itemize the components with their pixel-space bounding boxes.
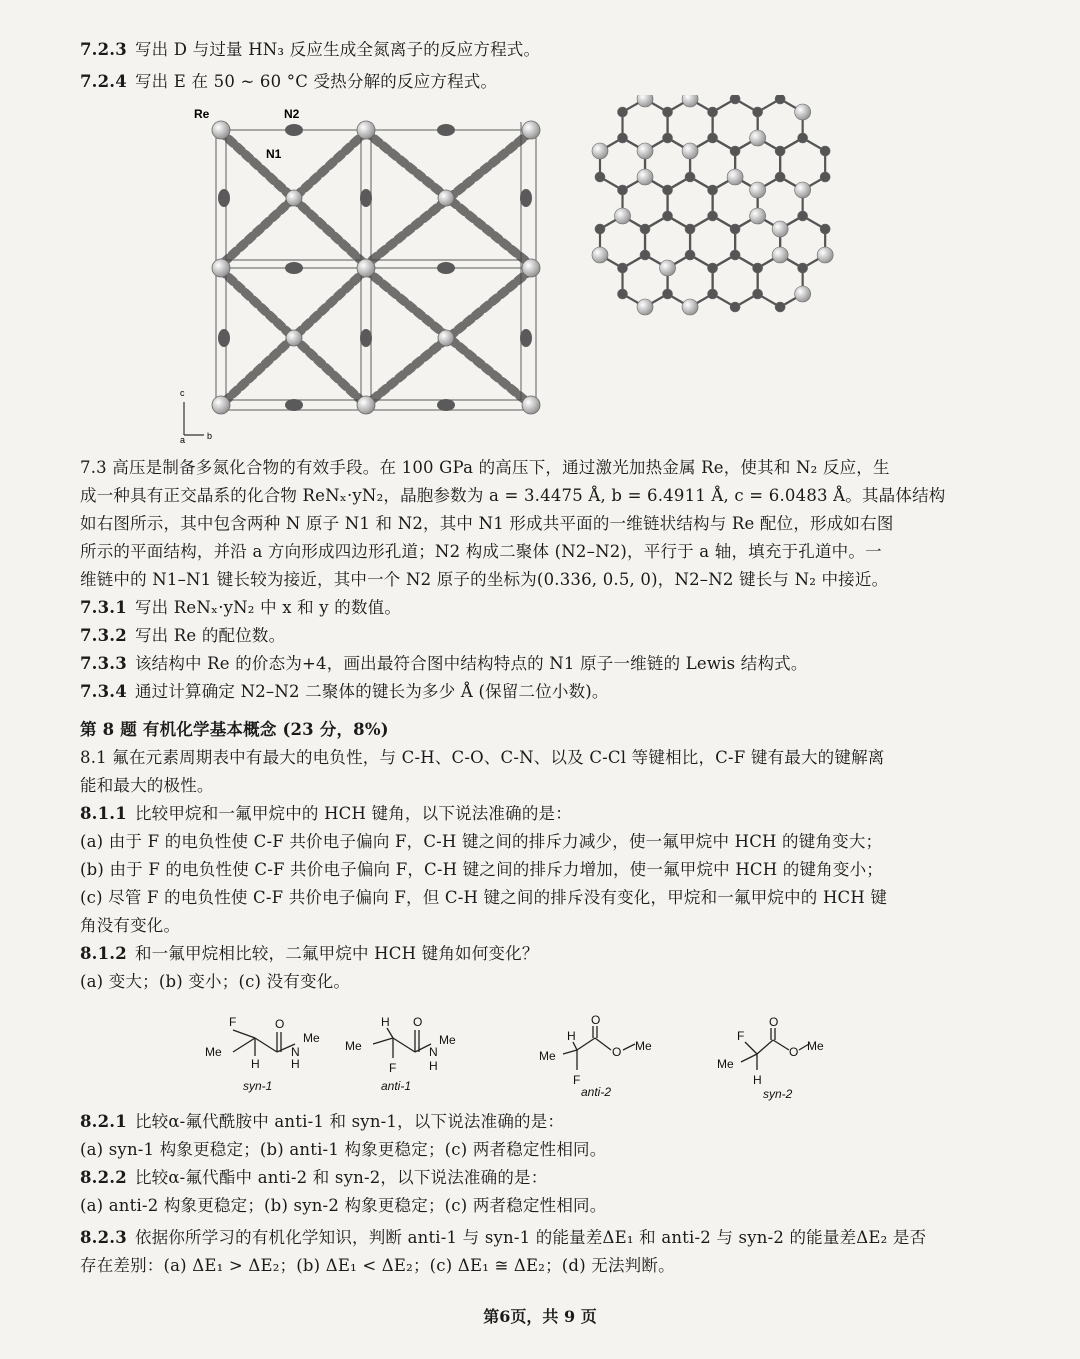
syn-1-NMe: Me: [303, 1031, 320, 1045]
label-syn-1: syn-1: [243, 1079, 273, 1093]
q73-line-4: 所示的平面结构，并沿 a 方向形成四边形孔道；N2 构成二聚体 (N2–N2)，平行于 a 轴，填充于孔道中。一: [80, 542, 882, 561]
question-7-3-4: 7.3.4 通过计算确定 N2–N2 二聚体的键长为多少 Å (保留二位小数)。: [80, 682, 609, 701]
anti-2-O-ester: O: [612, 1045, 622, 1059]
q73-line-5: 维链中的 N1–N1 键长较为接近，其中一个 N2 原子的坐标为(0.336, 0.5, 0)，N2–N2 键长与 N₂ 中接近。: [80, 570, 889, 589]
anti-1-N: N: [429, 1045, 438, 1059]
anti-1-F: F: [389, 1061, 397, 1075]
n1-atom: [775, 146, 785, 156]
q811-option-c-cont: 角没有变化。: [80, 916, 181, 935]
n1-atom: [685, 250, 695, 260]
axis-indicator: [184, 402, 204, 435]
n1-atom: [640, 224, 650, 234]
syn-2-H: H: [753, 1073, 762, 1087]
label-anti-2: anti-2: [581, 1085, 612, 1099]
re-atom: [750, 182, 766, 198]
syn-1-F: F: [229, 1015, 237, 1029]
re-atom: [660, 260, 676, 276]
re-atom: [772, 221, 788, 237]
crystal-structure-figure: [176, 100, 546, 445]
q73-line-1: 7.3 高压是制备多氮化合物的有效手段。在 100 GPa 的高压下，通过激光加热金属 Re，使其和 N₂ 反应，生: [80, 458, 890, 477]
re-atom: [772, 247, 788, 263]
q821-options: (a) syn-1 构象更稳定；(b) anti-1 构象更稳定；(c) 两者稳定性相同。: [80, 1140, 607, 1159]
label-n2: N2: [284, 107, 300, 121]
n1-atom: [663, 185, 673, 195]
question-8-2-3: 8.2.3 依据你所学习的有机化学知识，判断 anti-1 与 syn-1 的能量差ΔE₁ 和 anti-2 与 syn-2 的能量差ΔE₂ 是否: [80, 1228, 927, 1247]
re-atom: [795, 286, 811, 302]
axis-b-label: b: [207, 431, 213, 441]
question-7-3-1: 7.3.1 写出 ReNₓ·yN₂ 中 x 和 y 的数值。: [80, 598, 402, 617]
molecule-syn-2: [741, 1028, 809, 1070]
n1-atom: [820, 146, 830, 156]
syn-2-OMe: Me: [807, 1039, 824, 1053]
anti-1-NH: H: [429, 1059, 438, 1073]
n1-atom: [708, 107, 718, 117]
anti-1-O: O: [413, 1015, 423, 1029]
n1-atom: [708, 289, 718, 299]
question-7-2-3: 7.2.3 写出 D 与过量 HN₃ 反应生成全氮离子的反应方程式。: [80, 40, 541, 59]
n1-atom: [618, 263, 628, 273]
q811-option-c: (c) 尽管 F 的电负性使 C-F 共价电子偏向 F，但 C-H 键之间的排斥没有变化，甲烷和一氟甲烷中的 HCH 键: [80, 888, 888, 907]
n1-atom: [595, 172, 605, 182]
re-atom: [682, 143, 698, 159]
anti-1-NMe: Me: [439, 1033, 456, 1047]
q812-options: (a) 变大；(b) 变小；(c) 没有变化。: [80, 972, 351, 991]
n1-atom: [663, 211, 673, 221]
n1-atom: [618, 185, 628, 195]
anti-2-O-carbonyl: O: [591, 1013, 601, 1027]
anti-2-OMe: Me: [635, 1039, 652, 1053]
n1-atom: [820, 172, 830, 182]
question-8-1-2: 8.1.2 和一氟甲烷相比较，二氟甲烷中 HCH 键角如何变化？: [80, 944, 539, 963]
n1-atom: [798, 133, 808, 143]
syn-1-Me: Me: [205, 1045, 222, 1059]
re-atom: [727, 169, 743, 185]
q811-option-b: (b) 由于 F 的电负性使 C-F 共价电子偏向 F，C-H 键之间的排斥力增加，使一氟甲烷中 HCH 的键角变小；: [80, 860, 883, 879]
re-atom: [817, 247, 833, 263]
n1-atom: [618, 107, 628, 117]
syn-2-O-ester: O: [789, 1045, 799, 1059]
label-n1: N1: [266, 147, 282, 161]
n1-atom: [730, 95, 740, 104]
syn-1-N: N: [291, 1045, 300, 1059]
n1-atom: [820, 224, 830, 234]
n1-atom: [663, 289, 673, 299]
q81-line-2: 能和最大的极性。: [80, 776, 214, 795]
question-8-2-1: 8.2.1 比较α-氟代酰胺中 anti-1 和 syn-1，以下说法准确的是：: [80, 1112, 565, 1131]
n1-atom: [730, 146, 740, 156]
label-re: Re: [194, 107, 210, 121]
re-atom: [750, 130, 766, 146]
re-atom: [637, 299, 653, 315]
question-8-1-1: 8.1.1 比较甲烷和一氟甲烷中的 HCH 键角，以下说法准确的是：: [80, 804, 572, 823]
n1-atom: [775, 302, 785, 312]
question-7-3-2: 7.3.2 写出 Re 的配位数。: [80, 626, 286, 645]
n1-atom: [708, 185, 718, 195]
syn-1-NH: H: [291, 1057, 300, 1071]
q73-line-3: 如右图所示，其中包含两种 N 原子 N1 和 N2，其中 N1 形成共平面的一维链状结构与 Re 配位，形成如右图: [80, 514, 894, 533]
syn-1-O: O: [275, 1017, 285, 1031]
n1-atom: [753, 289, 763, 299]
q73-line-2: 成一种具有正交晶系的化合物 ReNₓ·yN₂，晶胞参数为 a = 3.4475 Å, b = 6.4911 Å, c = 6.0483 Å。其晶体结构: [80, 486, 946, 505]
q822-options: (a) anti-2 构象更稳定；(b) syn-2 构象更稳定；(c) 两者稳定性相同。: [80, 1196, 607, 1215]
n1-atom: [708, 133, 718, 143]
anti-2-Me: Me: [539, 1049, 556, 1063]
n1-atom: [775, 172, 785, 182]
question-8-title: 第 8 题 有机化学基本概念 (23 分，8%): [80, 720, 389, 739]
n1-atom: [663, 133, 673, 143]
q81-line-1: 8.1 氟在元素周期表中有最大的电负性，与 C-H、C-O、C-N、以及 C-Cl 等键相比，C-F 键有最大的键解离: [80, 748, 885, 767]
n1-atom: [730, 224, 740, 234]
n1-atom: [798, 263, 808, 273]
n1-atom: [708, 263, 718, 273]
question-7-3-3: 7.3.3 该结构中 Re 的价态为+4，画出最符合图中结构特点的 N1 原子一维链的 Lewis 结构式。: [80, 654, 808, 673]
n1-atom: [775, 95, 785, 104]
re-atom: [682, 299, 698, 315]
re-atom: [592, 247, 608, 263]
n1-atom: [663, 107, 673, 117]
label-syn-2: syn-2: [763, 1087, 793, 1101]
label-anti-1: anti-1: [381, 1079, 412, 1093]
molecule-syn-1: [233, 1030, 295, 1056]
molecule-structures: [195, 1010, 855, 1105]
syn-2-Me: Me: [717, 1057, 734, 1071]
n1-atom: [640, 250, 650, 260]
n1-atom: [708, 211, 718, 221]
anti-1-H: H: [381, 1015, 390, 1029]
n1-atom: [685, 224, 695, 234]
re-atom: [637, 169, 653, 185]
n1-atom: [618, 133, 628, 143]
syn-1-H: H: [251, 1057, 260, 1071]
re-atom: [795, 104, 811, 120]
syn-2-O-carbonyl: O: [769, 1015, 779, 1029]
planar-network-figure: [580, 95, 850, 445]
n1-atom: [753, 107, 763, 117]
n1-atom: [618, 289, 628, 299]
page-footer: 第6页，共 9 页: [483, 1307, 597, 1326]
anti-2-H: H: [567, 1029, 576, 1043]
q811-option-a: (a) 由于 F 的电负性使 C-F 共价电子偏向 F，C-H 键之间的排斥力减少，使一氟甲烷中 HCH 的键角变大；: [80, 832, 883, 851]
re-atom: [750, 208, 766, 224]
re-atom: [795, 182, 811, 198]
n1-atom: [730, 302, 740, 312]
n1-atom: [730, 250, 740, 260]
q823-options: 存在差别：(a) ΔE₁ > ΔE₂；(b) ΔE₁ < ΔE₂；(c) ΔE₁ ≅ ΔE₂；(d) 无法判断。: [80, 1256, 675, 1275]
question-7-2-4: 7.2.4 写出 E 在 50 ~ 60 °C 受热分解的反应方程式。: [80, 72, 498, 91]
syn-2-F: F: [737, 1029, 745, 1043]
n1-bonds: [600, 99, 825, 307]
re-atom: [615, 208, 631, 224]
molecule-anti-1: [373, 1028, 431, 1058]
n1-atom: [595, 224, 605, 234]
axis-c-label: c: [180, 388, 185, 398]
re-atom: [592, 143, 608, 159]
n1-atom: [753, 263, 763, 273]
anti-1-Me: Me: [345, 1039, 362, 1053]
question-8-2-2: 8.2.2 比较α-氟代酯中 anti-2 和 syn-2，以下说法准确的是：: [80, 1168, 548, 1187]
re-atom: [637, 95, 653, 107]
re-atom: [682, 95, 698, 107]
n1-atom: [685, 172, 695, 182]
anti-2-F: F: [573, 1073, 581, 1087]
axis-a-label: a: [180, 435, 186, 445]
re-atom: [637, 143, 653, 159]
n1-atom: [798, 211, 808, 221]
